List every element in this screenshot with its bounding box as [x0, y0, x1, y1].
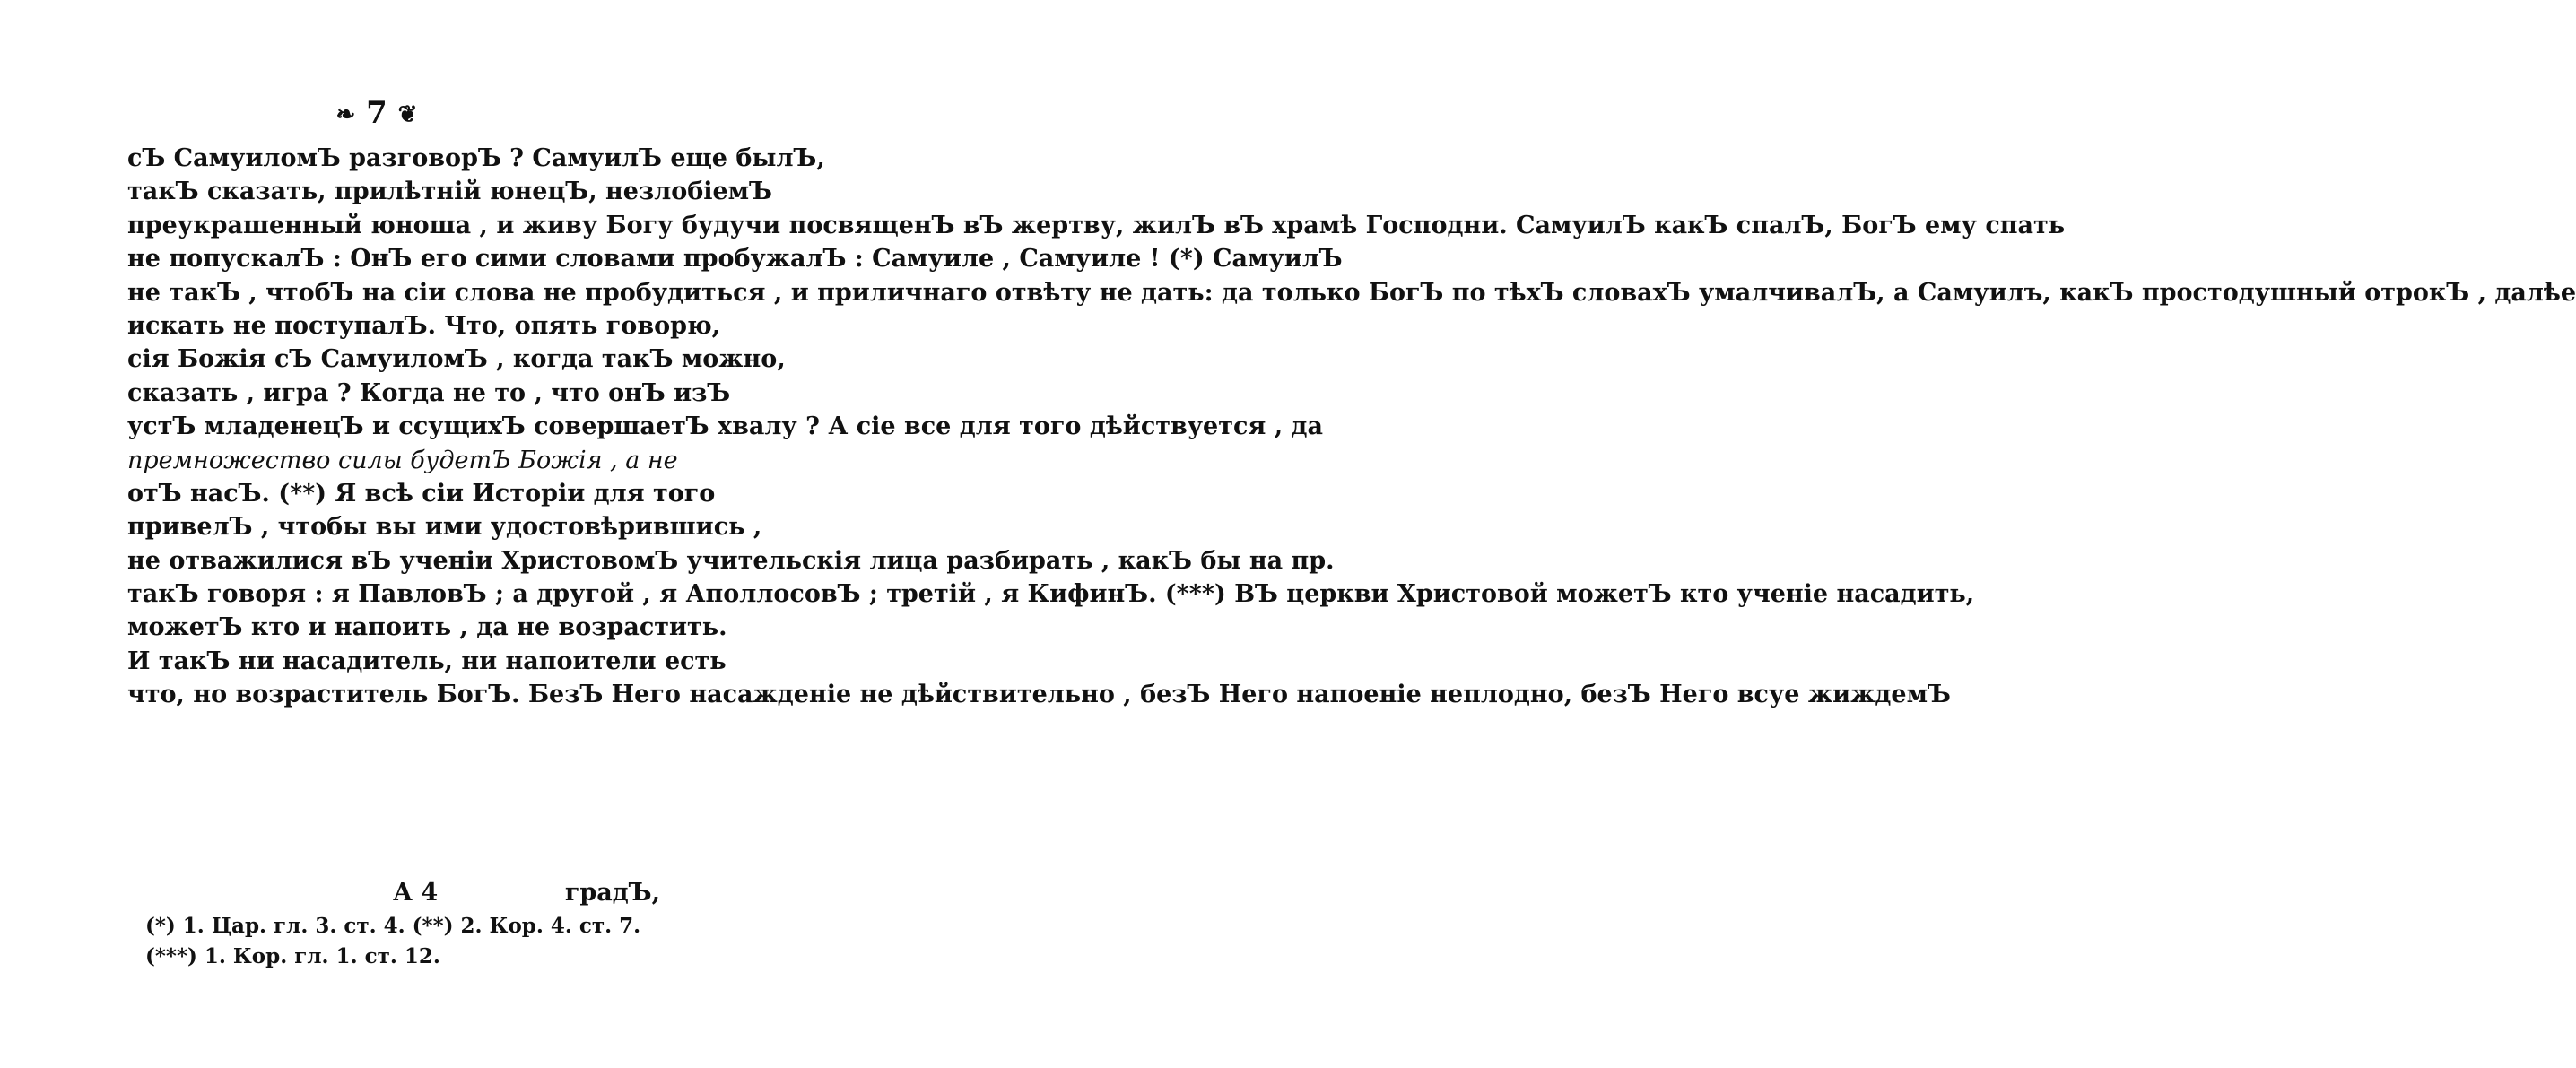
- ornament-left-icon: ❧: [335, 101, 356, 128]
- text-line: И такЪ ни насадитель, ни напоители есть: [127, 647, 727, 675]
- main-text: [127, 142, 2576, 712]
- footnote: (*) 1. Цар. гл. 3. ст. 4. (**) 2. Кор. 4. ст. 7.: [145, 914, 641, 938]
- text-line: такЪ сказать, прилѣтній юнецЪ, незлобіемЪ: [127, 178, 772, 206]
- text-line-italic: премножество силы будетЪ Божія , а не: [127, 446, 678, 474]
- signature-row: [127, 879, 660, 915]
- text-line: не отважилися вЪ ученіи ХристовомЪ учительскія лица разбирать , какЪ бы на пр.: [127, 546, 1335, 575]
- text-line: что, но возраститель БогЪ. БезЪ Него насажденіе не дѣйствительно , безЪ Него напоеніе неплодно, безЪ Него всуе жиждемЪ: [127, 681, 1951, 709]
- text-line: можетЪ кто и напоить , да не возрастить.: [127, 613, 727, 642]
- text-line: сія Божія сЪ СамуиломЪ , когда такЪ можно,: [127, 345, 786, 374]
- text-line: не попускалЪ : ОнЪ его сими словами пробужалЪ : Самуиле , Самуиле ! (*) СамуилЪ: [127, 245, 1343, 274]
- text-line: сЪ СамуиломЪ разговорЪ ? СамуилЪ еще былЪ,: [127, 144, 825, 172]
- text-line: такЪ говоря : я ПавловЪ ; а другой , я АполлосовЪ ; третій , я КифинЪ. (***) ВЪ церкви Христовой можетЪ кто ученіе насадить,: [127, 580, 1975, 609]
- ornament-right-icon: ❦: [397, 101, 418, 128]
- page-number: 7: [366, 95, 387, 131]
- footnote: (***) 1. Кор. гл. 1. ст. 12.: [145, 944, 440, 968]
- text-line: не такЪ , чтобЪ на сіи слова не пробудиться , и приличнаго отвѣту не дать: да только БогЪ по тѣхЪ словахЪ умалчивалЪ, а Самуилъ, какЪ простодушный отрокЪ , далѣе: [127, 278, 2576, 307]
- text-line: устЪ младенецЪ и ссущихЪ совершаетЪ хвалу ? А сіе все для того дѣйствуется , да: [127, 412, 1324, 441]
- text-line: сказать , игра ? Когда не то , что онЪ изЪ: [127, 378, 731, 407]
- page-header: [0, 95, 753, 133]
- text-line: отЪ насЪ. (**) Я всѣ сіи Исторіи для того: [127, 479, 716, 508]
- text-line: преукрашенный юноша , и живу Богу будучи посвященЪ вЪ жертву, жилЪ вЪ храмѣ Господни. СамуилЪ какЪ спалЪ, БогЪ ему спать: [127, 211, 2066, 239]
- catchword: градЪ,: [564, 879, 660, 907]
- text-line: привелЪ , чтобы вы ими удостовѣрившись ,: [127, 513, 762, 542]
- footnotes: [145, 911, 683, 972]
- signature-mark: А 4: [393, 879, 439, 907]
- text-line: искать не поступалЪ. Что, опять говорю,: [127, 311, 721, 340]
